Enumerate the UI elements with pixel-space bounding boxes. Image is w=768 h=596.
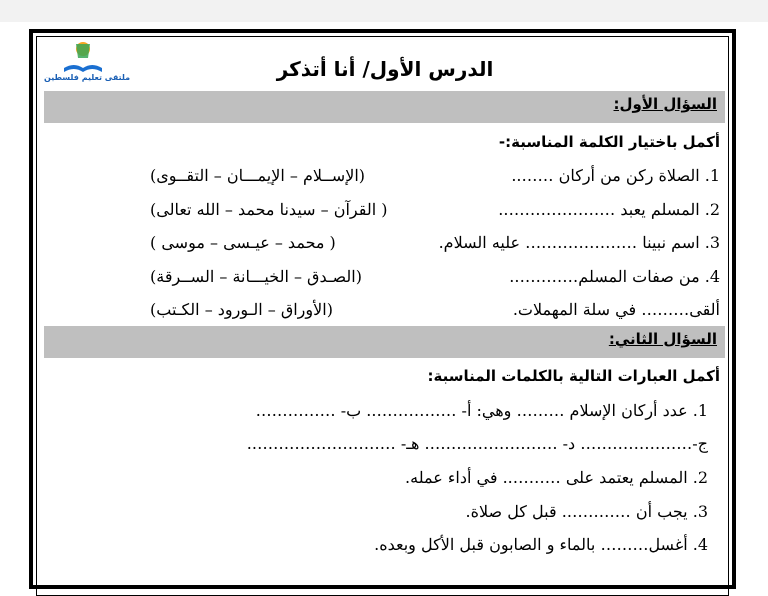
- book-logo-icon: [60, 40, 106, 74]
- q1-item-1: 1. الصلاة ركن من أركان ……..: [511, 166, 720, 185]
- q1-item-1-choices: (الإســلام – الإيمـــان – التقــوى): [150, 166, 365, 185]
- question-2-instruction: أكمل العبارات التالية بالكلمات المناسبة:: [427, 367, 720, 385]
- q2-item-3: 3. يجب أن …………. قبل كل صلاة.: [465, 502, 708, 521]
- q2-item-2: 2. المسلم يعتمد على ……….. في أداء عمله.: [405, 468, 708, 487]
- logo-text: ملتقى تعليم فلسطين: [44, 73, 131, 82]
- question-1-label: السؤال الأول:: [613, 95, 717, 113]
- q2-item-4: 4. أغسل……… بالماء و الصابون قبل الأكل وبعده.: [374, 535, 708, 554]
- page-title: الدرس الأول/ أنا أتذكر: [276, 57, 494, 81]
- q2-item-1-continued: ج-………………… د- ……………………. هـ- ……………………….: [246, 434, 708, 453]
- q1-item-3: 3. اسم نبينا ………………… عليه السلام.: [438, 233, 720, 252]
- q2-item-1: 1. عدد أركان الإسلام ……… وهي: أ- …………….. ب- ……………: [255, 401, 708, 420]
- q1-item-5-choices: (الأوراق – الـورود – الكـتب): [150, 300, 333, 319]
- logo: [44, 40, 131, 90]
- question-1-header: [44, 91, 725, 123]
- q1-item-4-choices: (الصـدق – الخيـــانة – الســرقة): [150, 267, 362, 286]
- q1-item-3-choices: ( محمد – عيـسى – موسى ): [150, 233, 336, 252]
- question-2-header: [44, 326, 725, 358]
- top-strip: [0, 0, 768, 22]
- q1-item-4: 4. من صفات المسلم………….: [509, 267, 720, 286]
- q1-item-2: 2. المسلم يعبد ………………….: [498, 200, 720, 219]
- question-1-instruction: أكمل باختيار الكلمة المناسبة:-: [498, 133, 720, 151]
- q1-item-2-choices: ( القرآن – سيدنا محمد – الله تعالى): [150, 200, 388, 219]
- question-2-label: السؤال الثاني:: [608, 330, 717, 348]
- q1-item-5: ألقى……… في سلة المهملات.: [512, 300, 720, 319]
